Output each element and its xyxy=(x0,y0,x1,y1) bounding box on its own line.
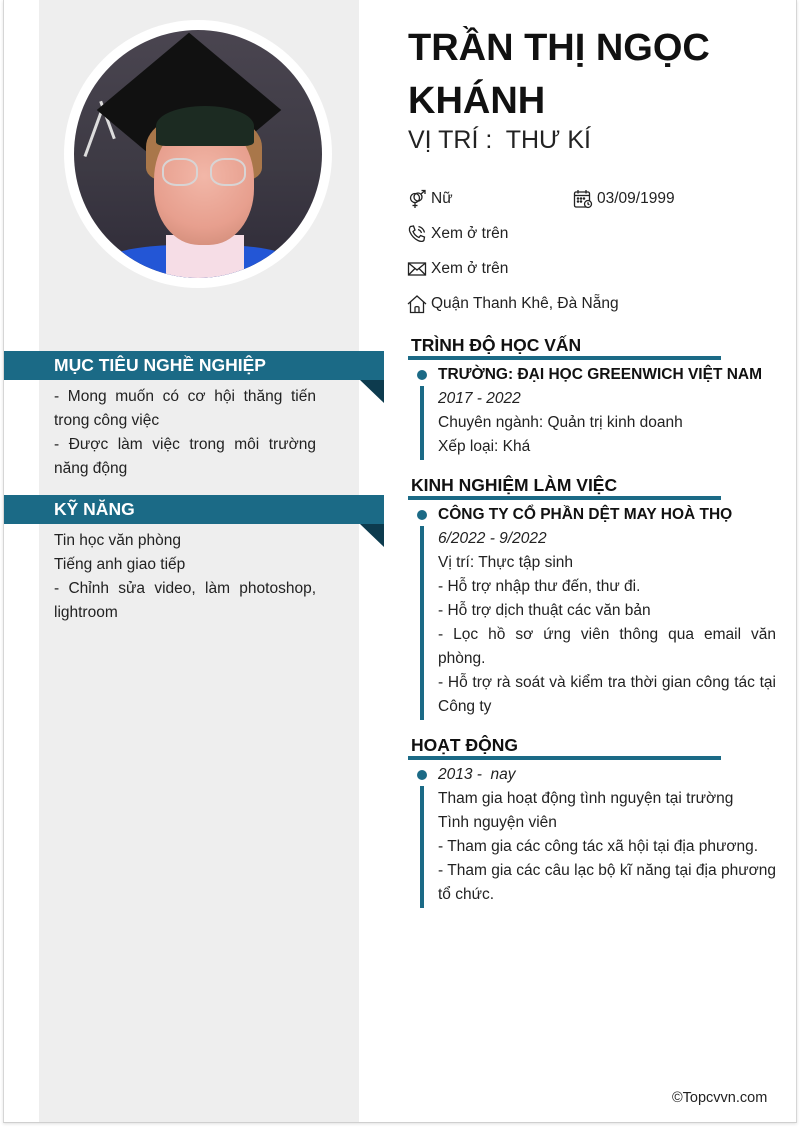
objective-content xyxy=(54,385,316,481)
experience-date: 6/2022 - 9/2022 xyxy=(438,530,547,547)
candidate-name: TRẦN THỊ NGỌC KHÁNH xyxy=(408,27,710,122)
activity-entry xyxy=(438,763,776,907)
activity-line: - Tham gia các câu lạc bộ kĩ năng tại địa phương tổ chức. xyxy=(438,862,776,903)
section-divider xyxy=(408,356,721,360)
avatar xyxy=(74,30,322,278)
info-phone xyxy=(407,223,508,245)
activity-line: Tình nguyện viên xyxy=(438,814,557,831)
calendar-icon xyxy=(573,189,593,209)
section-divider xyxy=(408,496,721,500)
company-name: CÔNG TY CỔ PHẦN DỆT MAY HOÀ THỌ xyxy=(438,506,733,523)
school-name: TRƯỜNG: ĐẠI HỌC GREENWICH VIỆT NAM xyxy=(438,366,763,383)
gender-value: Nữ xyxy=(431,190,453,207)
birthday-value: 03/09/1999 xyxy=(597,190,675,207)
phone-value: Xem ở trên xyxy=(431,225,509,242)
timeline-dot xyxy=(417,370,427,380)
experience-line: Vị trí: Thực tập sinh xyxy=(438,554,574,571)
education-line: Chuyên ngành: Quản trị kinh doanh xyxy=(438,414,683,431)
experience-line: - Hỗ trợ nhập thư đến, thư đi. xyxy=(438,578,641,595)
info-address xyxy=(407,293,619,315)
phone-icon xyxy=(407,224,427,244)
candidate-position: VỊ TRÍ : THƯ KÍ xyxy=(408,126,591,154)
skills-title: KỸ NĂNG xyxy=(54,499,135,519)
timeline-dot xyxy=(417,770,427,780)
skill-line: Tiếng anh giao tiếp xyxy=(54,556,186,573)
activity-line: - Tham gia các công tác xã hội tại địa phương. xyxy=(438,838,759,855)
education-title: TRÌNH ĐỘ HỌC VẤN xyxy=(411,335,582,355)
education-entry xyxy=(438,363,776,459)
section-header-skills xyxy=(4,495,384,524)
education-date: 2017 - 2022 xyxy=(438,390,521,407)
skill-line: Tin học văn phòng xyxy=(54,532,181,549)
objective-title: MỤC TIÊU NGHỀ NGHIỆP xyxy=(54,355,266,375)
education-line: Xếp loại: Khá xyxy=(438,438,531,455)
timeline-dot xyxy=(417,510,427,520)
objective-line: - Được làm việc trong môi trường năng động xyxy=(54,436,316,477)
activity-date: 2013 - nay xyxy=(438,766,516,783)
objective-line: - Mong muốn có cơ hội thăng tiến trong công việc xyxy=(54,388,316,429)
section-divider xyxy=(408,756,721,760)
activity-line: Tham gia hoạt động tình nguyện tại trường xyxy=(438,790,734,807)
home-icon xyxy=(407,294,427,314)
email-value: Xem ở trên xyxy=(431,260,509,277)
experience-line: - Lọc hồ sơ ứng viên thông qua email văn phòng. xyxy=(438,626,776,667)
ribbon-fold xyxy=(360,524,384,547)
ribbon-fold xyxy=(360,380,384,403)
experience-line: - Hỗ trợ rà soát và kiểm tra thời gian công tác tại Công ty xyxy=(438,674,776,715)
experience-title: KINH NGHIỆM LÀM VIỆC xyxy=(411,475,618,495)
experience-line: - Hỗ trợ dịch thuật các văn bản xyxy=(438,602,651,619)
activities-title: HOẠT ĐỘNG xyxy=(411,735,518,755)
copyright: ©Topcvvn.com xyxy=(672,1090,768,1106)
info-birthday xyxy=(573,188,675,210)
mail-icon xyxy=(407,259,427,279)
timeline-line xyxy=(420,386,424,460)
experience-entry xyxy=(438,503,776,719)
skills-content xyxy=(54,529,316,625)
timeline-line xyxy=(420,786,424,908)
info-gender xyxy=(407,188,453,210)
info-email xyxy=(407,258,508,280)
gender-icon xyxy=(407,189,427,209)
skill-line: - Chỉnh sửa video, làm photoshop, lightroom xyxy=(54,580,316,621)
address-value: Quận Thanh Khê, Đà Nẵng xyxy=(431,295,619,312)
section-header-objective xyxy=(4,351,384,380)
timeline-line xyxy=(420,526,424,720)
